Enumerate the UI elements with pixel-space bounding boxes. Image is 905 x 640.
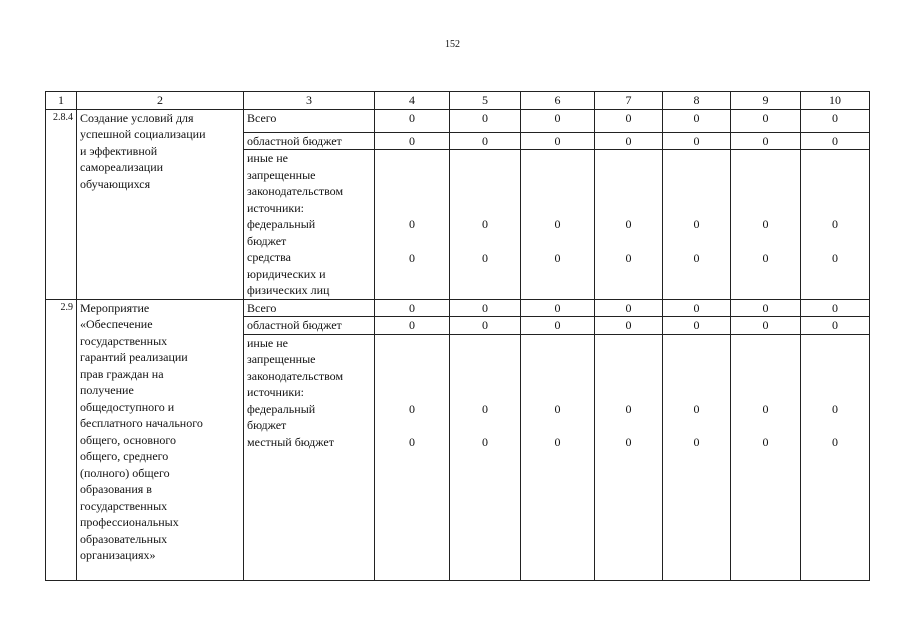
source-regional: областной бюджет xyxy=(244,132,375,150)
header-cell: 1 xyxy=(46,92,77,110)
value-cell: 0 xyxy=(450,317,521,335)
header-cell: 5 xyxy=(450,92,521,110)
source-total: Всего xyxy=(244,109,375,132)
value-cell: 0 0 xyxy=(663,334,731,580)
header-cell: 4 xyxy=(375,92,450,110)
source-other: иные не запрещенные законодательством источники: федеральный бюджет местный бюджет xyxy=(244,334,375,580)
header-cell: 8 xyxy=(663,92,731,110)
budget-table xyxy=(45,91,870,581)
value-cell: 0 xyxy=(731,132,801,150)
header-row xyxy=(46,92,870,110)
value-cell: 0 xyxy=(375,109,450,132)
value-cell: 0 xyxy=(731,299,801,317)
value-cell: 0 xyxy=(595,299,663,317)
page-number: 152 xyxy=(445,39,460,50)
value-cell: 0 xyxy=(521,132,595,150)
value-cell: 0 0 xyxy=(595,150,663,300)
header-cell: 7 xyxy=(595,92,663,110)
value-cell: 0 0 xyxy=(521,334,595,580)
value-cell: 0 xyxy=(801,317,870,335)
table-row xyxy=(46,109,870,132)
value-cell: 0 0 xyxy=(450,334,521,580)
value-cell: 0 xyxy=(663,132,731,150)
row-index: 2.9 xyxy=(46,299,77,580)
value-cell: 0 0 xyxy=(801,150,870,300)
value-cell: 0 0 xyxy=(595,334,663,580)
source-total: Всего xyxy=(244,299,375,317)
row-name: Мероприятие «Обеспечение государственных гарантий реализации прав граждан на получение общедоступного и бесплатного начального общего, основного общего, среднего (полного) общего образования в государственных профессиональных образовательных организациях» xyxy=(77,299,244,580)
value-cell: 0 xyxy=(595,317,663,335)
value-cell: 0 xyxy=(663,109,731,132)
value-cell: 0 xyxy=(731,317,801,335)
value-cell: 0 0 xyxy=(731,150,801,300)
table-row xyxy=(46,299,870,317)
value-cell: 0 xyxy=(595,132,663,150)
value-cell: 0 xyxy=(375,299,450,317)
value-cell: 0 xyxy=(595,109,663,132)
value-cell: 0 xyxy=(375,132,450,150)
header-cell: 3 xyxy=(244,92,375,110)
value-cell: 0 0 xyxy=(663,150,731,300)
row-name: Создание условий для успешной социализации и эффективной самореализации обучающихся xyxy=(77,109,244,299)
header-cell: 6 xyxy=(521,92,595,110)
header-cell: 10 xyxy=(801,92,870,110)
value-cell: 0 xyxy=(801,132,870,150)
header-cell: 9 xyxy=(731,92,801,110)
value-cell: 0 0 xyxy=(375,150,450,300)
source-other: иные не запрещенные законодательством источники: федеральный бюджет средства юридических и физических лиц xyxy=(244,150,375,300)
value-cell: 0 xyxy=(731,109,801,132)
value-cell: 0 0 xyxy=(450,150,521,300)
value-cell: 0 xyxy=(450,299,521,317)
value-cell: 0 xyxy=(521,109,595,132)
value-cell: 0 0 xyxy=(521,150,595,300)
value-cell: 0 xyxy=(663,317,731,335)
value-cell: 0 0 xyxy=(731,334,801,580)
value-cell: 0 xyxy=(450,132,521,150)
value-cell: 0 xyxy=(801,109,870,132)
value-cell: 0 xyxy=(521,299,595,317)
source-regional: областной бюджет xyxy=(244,317,375,335)
value-cell: 0 xyxy=(801,299,870,317)
value-cell: 0 xyxy=(663,299,731,317)
row-index: 2.8.4 xyxy=(46,109,77,299)
value-cell: 0 0 xyxy=(801,334,870,580)
value-cell: 0 xyxy=(375,317,450,335)
header-cell: 2 xyxy=(77,92,244,110)
value-cell: 0 xyxy=(521,317,595,335)
value-cell: 0 xyxy=(450,109,521,132)
value-cell: 0 0 xyxy=(375,334,450,580)
